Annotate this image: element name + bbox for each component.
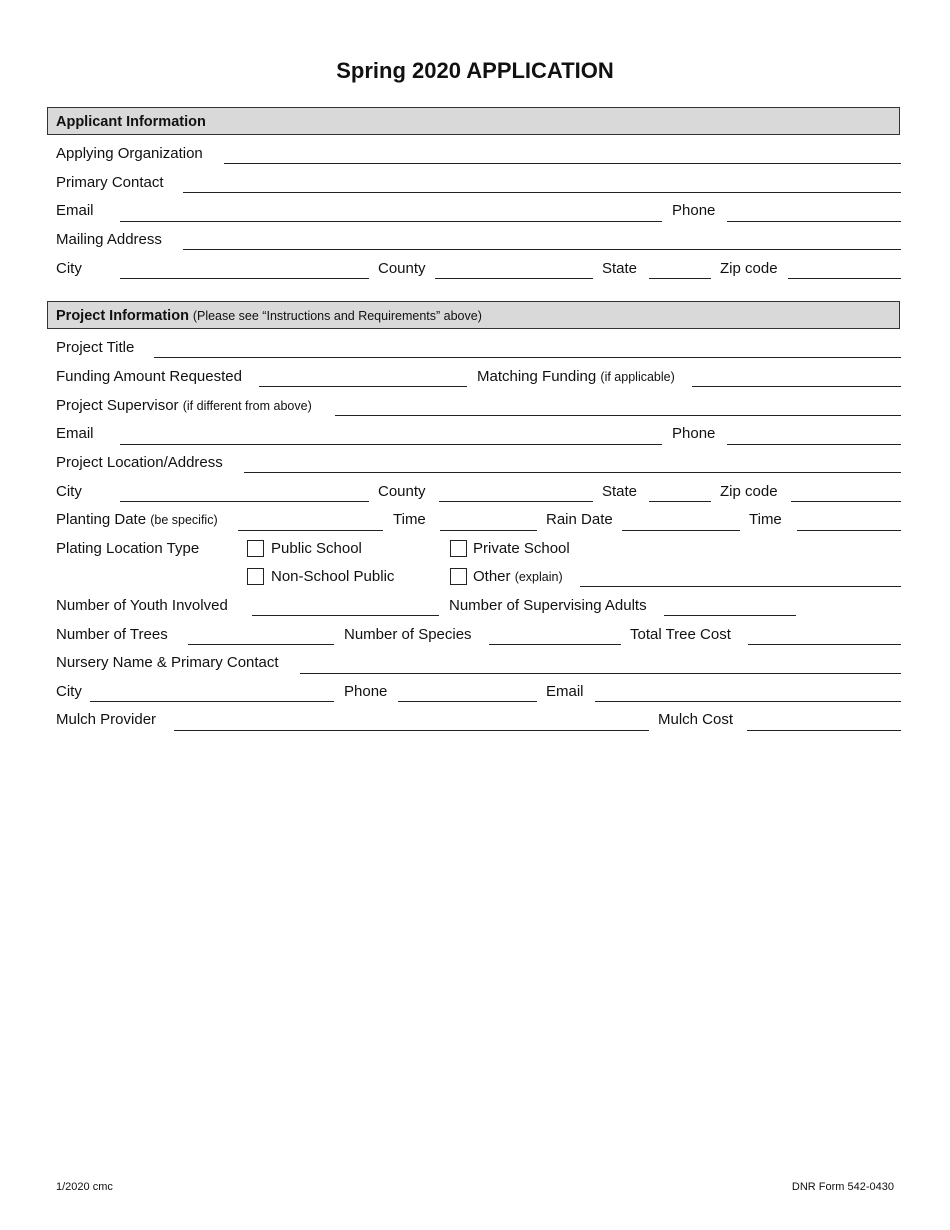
- project-header-note: (Please see “Instructions and Requirements” above): [192, 309, 482, 323]
- non-school-public-checkbox[interactable]: [247, 568, 264, 585]
- project-state-field[interactable]: [649, 501, 711, 502]
- species-label: Number of Species: [344, 626, 472, 643]
- matching-note: (if applicable): [600, 370, 675, 384]
- project-city-label: City: [56, 483, 82, 500]
- trees-label: Number of Trees: [56, 626, 168, 643]
- private-school-checkbox[interactable]: [450, 540, 467, 557]
- phone-label: Phone: [672, 202, 716, 219]
- supervisor-note: (if different from above): [182, 399, 312, 413]
- nursery-city-label: City: [56, 683, 82, 700]
- youth-label: Number of Youth Involved: [56, 597, 228, 614]
- location-field[interactable]: [244, 472, 901, 473]
- applying-organization-label: Applying Organization: [56, 145, 203, 162]
- footer-left: 1/2020 cmc: [56, 1181, 113, 1193]
- rain-date-field[interactable]: [622, 530, 740, 531]
- non-school-public-label: Non-School Public: [271, 568, 395, 585]
- applicant-header-text: Applicant Information: [56, 114, 206, 130]
- trees-field[interactable]: [188, 644, 334, 645]
- other-note: (explain): [514, 570, 563, 584]
- primary-contact-field[interactable]: [183, 192, 901, 193]
- project-title-label: Project Title: [56, 339, 135, 356]
- project-section-header: [47, 301, 900, 329]
- other-checkbox[interactable]: [450, 568, 467, 585]
- nursery-field[interactable]: [300, 673, 901, 674]
- supervisor-field[interactable]: [335, 415, 901, 416]
- project-zip-label: Zip code: [720, 483, 778, 500]
- tree-cost-field[interactable]: [748, 644, 901, 645]
- nursery-email-label: Email: [546, 683, 584, 700]
- footer-right: DNR Form 542-0430: [791, 1181, 894, 1193]
- planting-date-note: (be specific): [150, 513, 218, 527]
- other-label-text: Other: [473, 568, 511, 585]
- project-state-label: State: [602, 483, 638, 500]
- public-school-label: Public School: [271, 540, 362, 557]
- city-label: City: [56, 260, 82, 277]
- rain-date-label: Rain Date: [546, 511, 613, 528]
- time-field-2[interactable]: [797, 530, 901, 531]
- form-title: Spring 2020 APPLICATION: [336, 58, 614, 83]
- project-county-field[interactable]: [439, 501, 593, 502]
- city-field[interactable]: [120, 278, 369, 279]
- project-phone-field[interactable]: [727, 444, 901, 445]
- adults-field[interactable]: [664, 615, 796, 616]
- nursery-email-field[interactable]: [595, 701, 901, 702]
- other-explain-field[interactable]: [580, 586, 901, 587]
- primary-contact-label: Primary Contact: [56, 174, 164, 191]
- funding-label: Funding Amount Requested: [56, 368, 242, 385]
- adults-label: Number of Supervising Adults: [449, 597, 647, 614]
- county-label: County: [378, 260, 426, 277]
- location-label: Project Location/Address: [56, 454, 223, 471]
- matching-label: [477, 368, 675, 386]
- project-city-field[interactable]: [120, 501, 369, 502]
- supervisor-label-text: Project Supervisor: [56, 397, 179, 414]
- project-zip-field[interactable]: [791, 501, 901, 502]
- matching-field[interactable]: [692, 386, 901, 387]
- supervisor-label: [56, 397, 312, 415]
- project-header-text: Project Information: [56, 308, 189, 324]
- project-email-label: Email: [56, 425, 94, 442]
- mailing-address-label: Mailing Address: [56, 231, 162, 248]
- project-phone-label: Phone: [672, 425, 716, 442]
- time-field-1[interactable]: [440, 530, 537, 531]
- time-label-2: Time: [749, 511, 782, 528]
- email-label: Email: [56, 202, 94, 219]
- mulch-cost-field[interactable]: [747, 730, 901, 731]
- mulch-provider-field[interactable]: [174, 730, 649, 731]
- time-label-1: Time: [393, 511, 426, 528]
- funding-field[interactable]: [259, 386, 467, 387]
- public-school-checkbox[interactable]: [247, 540, 264, 557]
- mulch-cost-label: Mulch Cost: [658, 711, 734, 728]
- project-email-field[interactable]: [120, 444, 662, 445]
- youth-field[interactable]: [252, 615, 439, 616]
- location-type-label: Plating Location Type: [56, 540, 200, 557]
- project-county-label: County: [378, 483, 426, 500]
- planting-date-field[interactable]: [238, 530, 383, 531]
- project-title-field[interactable]: [154, 357, 901, 358]
- applicant-section-header: [47, 107, 900, 135]
- nursery-phone-label: Phone: [344, 683, 388, 700]
- email-field[interactable]: [120, 221, 662, 222]
- species-field[interactable]: [489, 644, 621, 645]
- planting-date-label: [56, 511, 218, 529]
- matching-label-text: Matching Funding: [477, 368, 597, 385]
- applying-organization-field[interactable]: [224, 163, 901, 164]
- private-school-label: Private School: [473, 540, 570, 557]
- mailing-address-field[interactable]: [183, 249, 901, 250]
- nursery-city-field[interactable]: [90, 701, 334, 702]
- tree-cost-label: Total Tree Cost: [630, 626, 731, 643]
- county-field[interactable]: [435, 278, 593, 279]
- state-field[interactable]: [649, 278, 711, 279]
- other-label: [473, 568, 563, 586]
- nursery-phone-field[interactable]: [398, 701, 537, 702]
- mulch-provider-label: Mulch Provider: [56, 711, 157, 728]
- nursery-label: Nursery Name & Primary Contact: [56, 654, 279, 671]
- phone-field[interactable]: [727, 221, 901, 222]
- state-label: State: [602, 260, 638, 277]
- zip-label: Zip code: [720, 260, 778, 277]
- planting-date-text: Planting Date: [56, 511, 147, 528]
- zip-field[interactable]: [788, 278, 901, 279]
